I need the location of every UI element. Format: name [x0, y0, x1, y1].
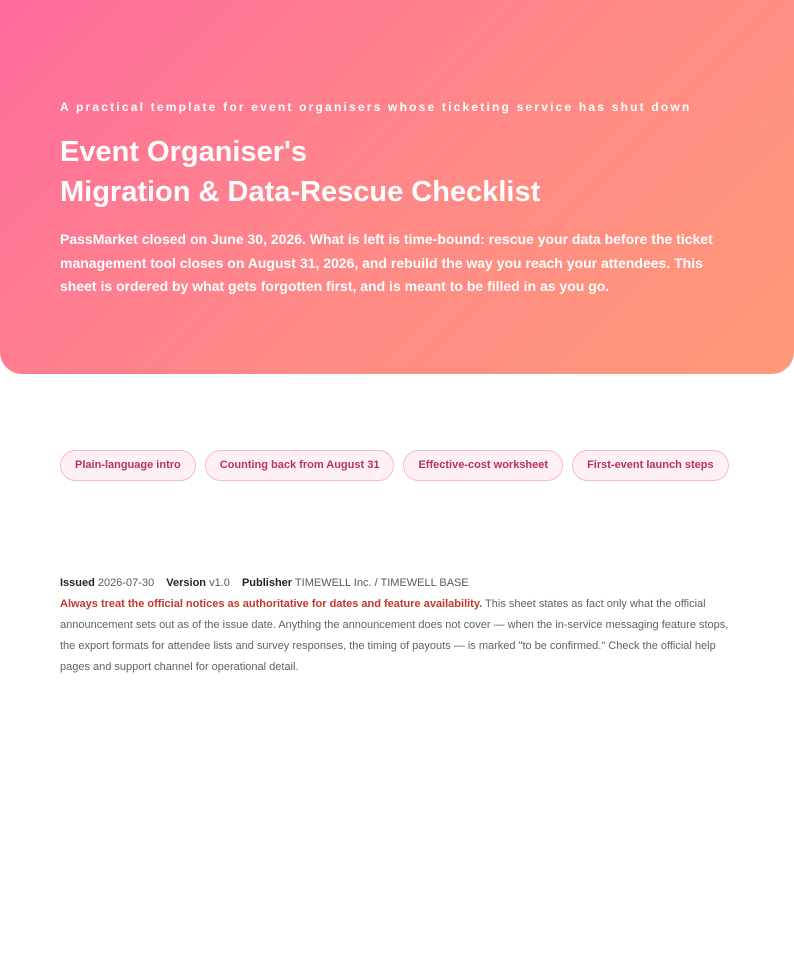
hero-lede	[60, 228, 740, 299]
lede-text-part-1: PassMarket closed on June 30, 2026. What is left is time-bound: rescue your data before the ticket management tool closes on	[60, 231, 713, 271]
chip-counting-back[interactable]: Counting back from August 31	[205, 450, 395, 481]
version-label: Version	[166, 577, 207, 589]
page-title-line-1: Event Organiser's	[60, 136, 308, 168]
section-chips	[60, 450, 740, 481]
issued-label: Issued	[60, 577, 95, 589]
publisher-value: TIMEWELL Inc. / TIMEWELL BASE	[294, 577, 469, 589]
disclaimer-body: This sheet states as fact only what the official announcement sets out as of the issue date. Anything the announcement does not cover — when the in-service messaging feature stops, the export formats for attendee lists and survey responses, the timing of payouts — is marked "to be confirmed." Check the official help pages and support channel for operational detail.	[60, 598, 729, 673]
chip-plain-language-intro[interactable]: Plain-language intro	[60, 450, 196, 481]
lede-deadline: August 31, 2026	[247, 254, 355, 271]
page-title-line-2: Migration & Data-Rescue Checklist	[60, 176, 541, 208]
page-title	[60, 132, 540, 212]
lede-text-part-2: , and rebuild the way you reach your attendees. This sheet is ordered by what gets forgotten first, and is meant to be filled in as you go.	[60, 254, 703, 294]
issued-value: 2026-07-30	[97, 577, 155, 589]
publisher-label: Publisher	[241, 577, 293, 589]
chip-effective-cost-worksheet[interactable]: Effective-cost worksheet	[403, 450, 563, 481]
version-value: v1.0	[209, 577, 230, 589]
chip-first-event-launch-steps[interactable]: First-event launch steps	[572, 450, 729, 481]
hero-kicker: A practical template for event organisers whose ticketing service has shut down	[60, 100, 692, 114]
hero-banner	[0, 0, 794, 374]
document-meta	[60, 576, 740, 590]
disclaimer-note	[60, 594, 734, 678]
disclaimer-warning: Always treat the official notices as authoritative for dates and feature availability.	[60, 598, 483, 610]
